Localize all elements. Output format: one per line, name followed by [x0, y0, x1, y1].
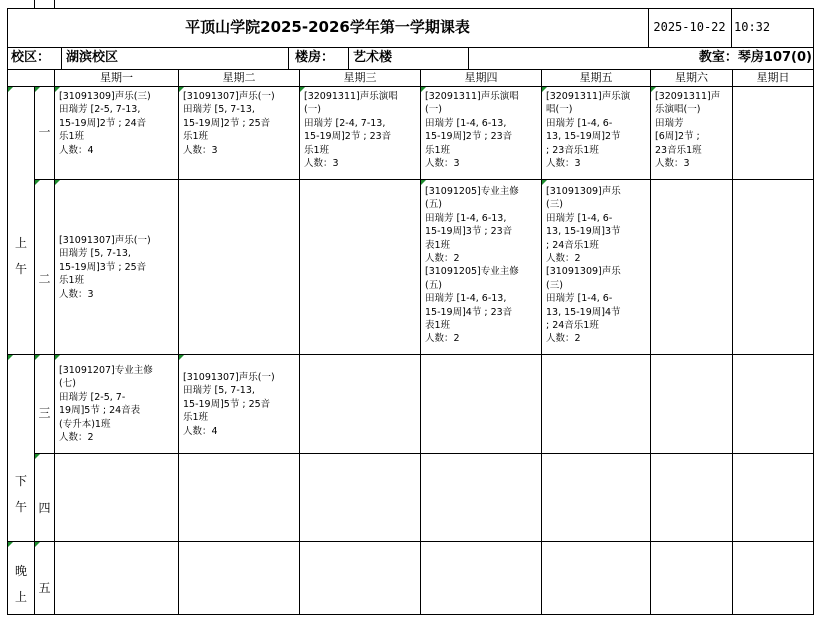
period-5-label: 五	[38, 581, 51, 595]
course-cell-thu-p1[interactable]: [32091311]声乐演唱 (一) 田瑞芳 [1-4, 6-13, 15-19周]2节 ; 23音 乐1班 人数：3	[425, 91, 519, 170]
course-cell-tue-p1[interactable]: [31091307]声乐(一) 田瑞芳 [5, 7-13, 15-19周]2节 ; 25音 乐1班 人数：3	[183, 91, 275, 156]
day-header-thu: 星期四	[464, 71, 498, 84]
course-cell-wed-p1[interactable]: [32091311]声乐演唱 (一) 田瑞芳 [2-4, 7-13, 15-19周]2节 ; 23音 乐1班 人数：3	[304, 91, 398, 170]
course-cell-fri-p1[interactable]: [32091311]声乐演 唱(一) 田瑞芳 [1-4, 6- 13, 15-19周]2节 ; 23音乐1班 人数：3	[546, 91, 631, 170]
cell-marker-icon	[8, 87, 13, 92]
section-evening-char-2: 上	[14, 590, 27, 604]
cell-marker-icon	[55, 355, 60, 360]
cell-marker-icon	[35, 180, 40, 185]
cell-marker-icon	[35, 542, 40, 547]
cell-marker-icon	[55, 180, 60, 185]
section-evening-char-1: 晚	[14, 564, 27, 578]
campus-label: 校区：	[11, 50, 51, 65]
period-2-label: 二	[38, 272, 51, 286]
day-header-fri: 星期五	[579, 71, 613, 84]
course-cell-sat-p1[interactable]: [32091311]声 乐演唱(一) 田瑞芳 [6周]2节 ; 23音乐1班 人数：3	[655, 91, 721, 170]
day-header-mon: 星期一	[100, 71, 133, 84]
day-header-sun: 星期日	[756, 71, 790, 84]
course-cell-mon-p3[interactable]: [31091207]专业主修 (七) 田瑞芳 [2-5, 7- 19周]5节 ; 24音表 (专升本)1班 人数：2	[59, 365, 153, 444]
cell-marker-icon	[35, 454, 40, 459]
print-time: 10:32	[734, 20, 771, 34]
section-afternoon-char-2: 午	[14, 500, 27, 514]
cell-marker-icon	[35, 87, 40, 92]
section-morning	[8, 230, 34, 282]
cell-marker-icon	[8, 542, 13, 547]
cell-marker-icon	[35, 355, 40, 360]
period-3-label: 三	[38, 406, 51, 420]
section-evening	[8, 558, 34, 610]
building-value: 艺术楼	[353, 50, 393, 65]
course-cell-tue-p3[interactable]: [31091307]声乐(一) 田瑞芳 [5, 7-13, 15-19周]5节 ; 25音 乐1班 人数：4	[183, 372, 275, 437]
print-date: 2025-10-22	[653, 20, 726, 34]
period-4-label: 四	[38, 501, 51, 515]
cell-marker-icon	[8, 355, 13, 360]
page-title: 平顶山学院2025-2026学年第一学期课表	[185, 18, 470, 36]
section-morning-char-2: 午	[14, 262, 27, 276]
course-cell-fri-p2[interactable]: [31091309]声乐 (三) 田瑞芳 [1-4, 6- 13, 15-19周]3节 ; 24音乐1班 人数：2 [31091309]声乐 (三) 田瑞芳 [1-4, 6- 13, 15-19周]4节 ; 24音乐1班 人数：2	[546, 186, 621, 345]
section-afternoon-char-1: 下	[14, 474, 27, 488]
course-cell-thu-p2[interactable]: [31091205]专业主修 (五) 田瑞芳 [1-4, 6-13, 15-19周]3节 ; 23音 表1班 人数：2 [31091205]专业主修 (五) 田瑞芳 [1-4, 6-13, 15-19周]4节 ; 23音 表1班 人数：2	[425, 186, 519, 345]
day-header-sat: 星期六	[675, 71, 708, 84]
building-label: 楼房：	[295, 50, 335, 65]
course-cell-mon-p2[interactable]: [31091307]声乐(一) 田瑞芳 [5, 7-13, 15-19周]3节 ; 25音 乐1班 人数：3	[59, 235, 151, 300]
section-afternoon	[8, 468, 34, 520]
cell-marker-icon	[179, 355, 184, 360]
room-info: 教室：琴房107(0)	[698, 50, 812, 65]
section-morning-char-1: 上	[14, 236, 27, 250]
course-cell-mon-p1[interactable]: [31091309]声乐(三) 田瑞芳 [2-5, 7-13, 15-19周]2节 ; 24音 乐1班 人数：4	[59, 91, 151, 156]
campus-value: 湖滨校区	[66, 50, 119, 65]
day-header-wed: 星期三	[343, 71, 377, 84]
day-header-tue: 星期二	[222, 71, 256, 84]
period-1-label: 一	[38, 125, 51, 139]
